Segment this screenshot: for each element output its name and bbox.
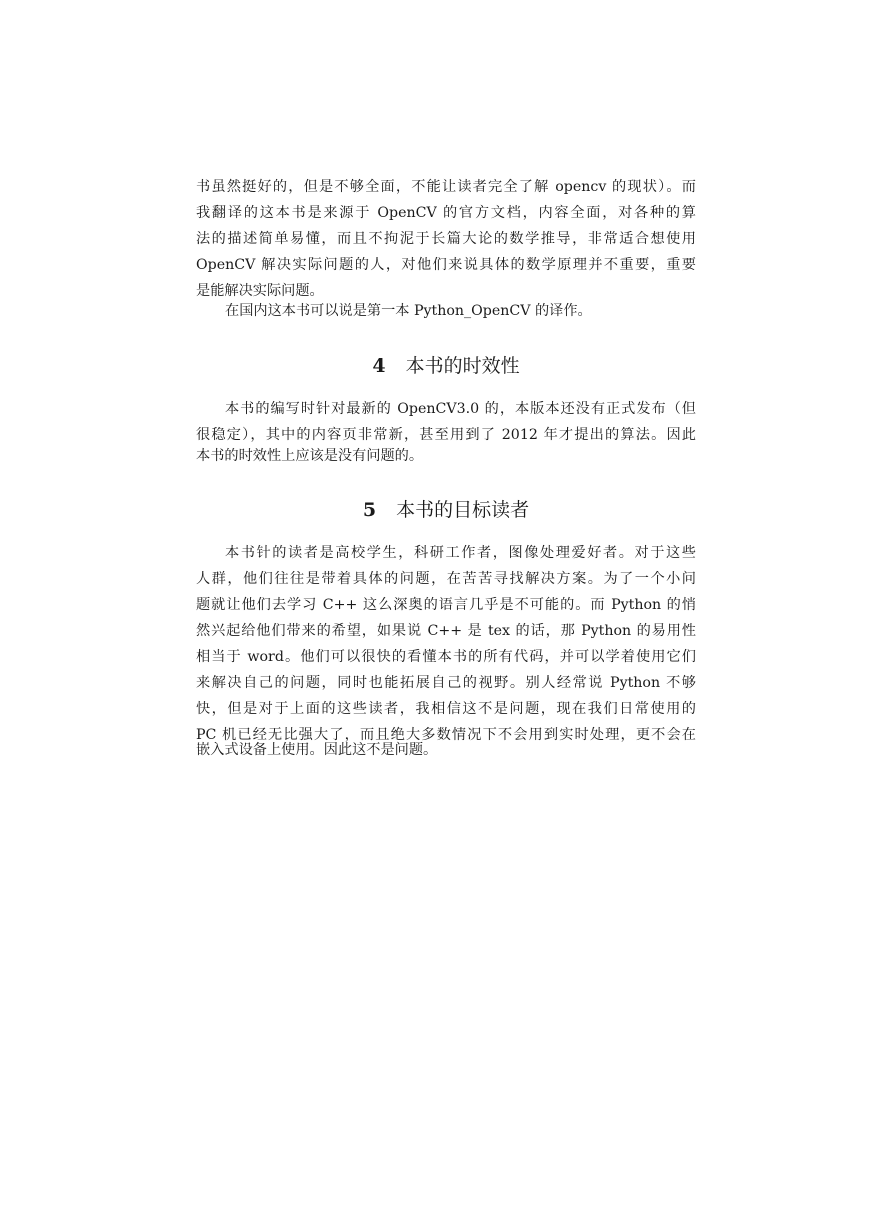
- text-line: 法的描述简单易懂，而且不拘泥于长篇大论的数学推导，非常适合想使用: [196, 231, 696, 247]
- intro-paragraph-2: 在国内这本书可以说是第一本 Python_OpenCV 的译作。: [225, 303, 592, 319]
- text-line: 书虽然挺好的，但是不够全面，不能让读者完全了解 opencv 的现状）。而: [196, 179, 696, 195]
- section-number: 5: [362, 499, 377, 521]
- text-line: 人群，他们往往是带着具体的问题，在苦苦寻找解决方案。为了一个小问: [196, 571, 696, 587]
- text-line: 我翻译的这本书是来源于 OpenCV 的官方文档，内容全面，对各种的算: [196, 205, 696, 221]
- text-line: 本书针的读者是高校学生，科研工作者，图像处理爱好者。对于这些: [225, 545, 696, 561]
- section-title: 本书的时效性: [405, 355, 520, 377]
- section-5-heading: [196, 495, 696, 525]
- section-4-heading: [196, 351, 696, 381]
- section-number: 4: [372, 355, 386, 377]
- text-line: 然兴起给他们带来的希望，如果说 C++ 是 tex 的话，那 Python 的易用性: [196, 623, 696, 639]
- text-line: 快，但是对于上面的这些读者，我相信这不是问题，现在我们日常使用的: [196, 701, 696, 717]
- section-title: 本书的目标读者: [396, 499, 530, 521]
- text-line: 本书的时效性上应该是没有问题的。: [196, 448, 424, 464]
- text-line: 题就让他们去学习 C++ 这么深奥的语言几乎是不可能的。而 Python 的悄: [196, 597, 696, 613]
- text-line: 本书的编写时针对最新的 OpenCV3.0 的，本版本还没有正式发布（但: [225, 401, 696, 417]
- text-line: 来解决自己的问题，同时也能拓展自己的视野。别人经常说 Python 不够: [196, 675, 696, 691]
- text-line: 很稳定），其中的内容页非常新，甚至用到了 2012 年才提出的算法。因此: [196, 427, 696, 443]
- text-line: PC 机已经无比强大了，而且绝大多数情况下不会用到实时处理，更不会在: [196, 727, 696, 743]
- text-line: 是能解决实际问题。: [196, 283, 324, 299]
- text-line: OpenCV 解决实际问题的人，对他们来说具体的数学原理并不重要，重要: [196, 257, 696, 273]
- text-line: 相当于 word。他们可以很快的看懂本书的所有代码，并可以学着使用它们: [196, 649, 696, 665]
- text-line: 嵌入式设备上使用。因此这不是问题。: [196, 742, 438, 758]
